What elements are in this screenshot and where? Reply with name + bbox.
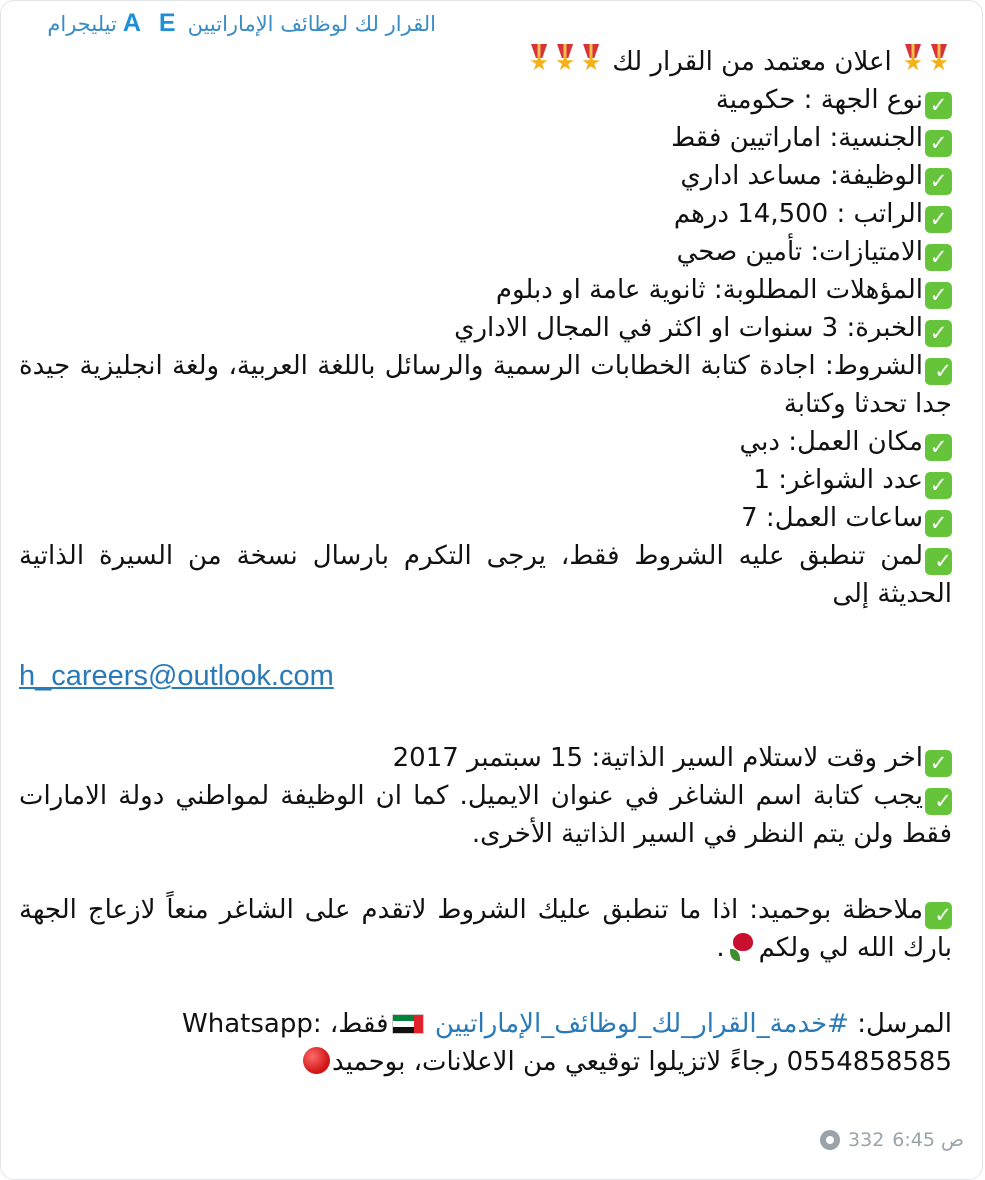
email-link[interactable]: h_careers@outlook.com <box>19 660 334 692</box>
message-meta <box>820 1129 964 1151</box>
spacer <box>19 613 952 651</box>
rose-icon <box>727 931 757 961</box>
medal-icon: ★ <box>902 44 924 78</box>
detail-line: ✓الوظيفة: مساعد اداري <box>19 157 952 195</box>
detail-line: ✓لمن تنطبق عليه الشروط فقط، يرجى التكرم بارسال نسخة من السيرة الذاتية الحديثة إلى <box>19 541 952 609</box>
sender-line: المرسل: #خدمة_القرار_لك_لوظائف_الإماراتيين فقط، :Whatsapp <box>182 1009 952 1039</box>
detail-line: ✓الخبرة: 3 سنوات او اكثر في المجال الاداري <box>19 309 952 347</box>
spacer <box>19 853 952 891</box>
eye-icon <box>820 1130 840 1150</box>
check-icon: ✓ <box>925 206 952 233</box>
medal-icon: ★ <box>528 44 550 78</box>
check-icon: ✓ <box>925 788 952 815</box>
check-icon: ✓ <box>925 510 952 537</box>
detail-line: ✓الشروط: اجادة كتابة الخطابات الرسمية والرسائل باللغة العربية، ولغة انجليزية جيدة جدا تحدثا وكتابة <box>19 351 952 419</box>
check-icon: ✓ <box>925 434 952 461</box>
check-icon: ✓ <box>925 548 952 575</box>
check-icon: ✓ <box>925 320 952 347</box>
detail-line: ✓نوع الجهة : حكومية <box>19 81 952 119</box>
check-icon: ✓ <box>925 282 952 309</box>
message-text <box>19 43 952 1081</box>
channel-name[interactable]: القرار لك لوظائف الإماراتيين <box>187 11 436 36</box>
check-icon: ✓ <box>925 902 952 929</box>
check-icon: ✓ <box>925 130 952 157</box>
detail-line: ✓المؤهلات المطلوبة: ثانوية عامة او دبلوم <box>19 271 952 309</box>
red-circle-icon <box>303 1047 330 1074</box>
check-icon: ✓ <box>925 472 952 499</box>
channel-suffix[interactable]: تيليجرام <box>47 11 117 36</box>
uae-flag-icon <box>392 1014 424 1034</box>
medal-icon: ★ <box>554 44 576 78</box>
channel-header[interactable] <box>47 9 436 38</box>
check-icon: ✓ <box>925 168 952 195</box>
message-time: 6:45 ص <box>892 1129 964 1151</box>
check-icon: ✓ <box>925 358 952 385</box>
detail-line: ✓عدد الشواغر: 1 <box>19 461 952 499</box>
spacer <box>19 701 952 739</box>
subject-note-line: ✓يجب كتابة اسم الشاغر في عنوان الايميل. كما ان الوظيفة لمواطني دولة الامارات فقط ولن يتم النظر في السير الذاتية الأخرى. <box>19 781 952 849</box>
detail-line: ✓مكان العمل: دبي <box>19 423 952 461</box>
check-icon: ✓ <box>925 750 952 777</box>
sender-line-2: 0554858585 رجاءً لاتزيلوا توقيعي من الاعلانات، بوحميد <box>19 1043 952 1081</box>
headline: اعلان معتمد من القرار لك <box>612 47 892 77</box>
remark-line: ✓ملاحظة بوحميد: اذا ما تنطبق عليك الشروط لاتقدم على الشاغر منعاً لازعاج الجهة بارك الله لي ولكم . <box>19 895 952 963</box>
deadline-line: ✓اخر وقت لاستلام السير الذاتية: 15 سبتمبر 2017 <box>19 739 952 777</box>
detail-line: ✓الراتب : 14,500 درهم <box>19 195 952 233</box>
channel-letters[interactable]: A E <box>122 9 182 37</box>
headline-line <box>19 43 952 81</box>
view-count: 332 <box>848 1129 885 1151</box>
medal-icon: ★ <box>928 44 950 78</box>
spacer <box>19 967 952 1005</box>
check-icon: ✓ <box>925 244 952 271</box>
detail-line: ✓ساعات العمل: 7 <box>19 499 952 537</box>
medal-icon: ★ <box>580 44 602 78</box>
detail-line: ✓الامتيازات: تأمين صحي <box>19 233 952 271</box>
detail-line: ✓الجنسية: اماراتيين فقط <box>19 119 952 157</box>
check-icon: ✓ <box>925 92 952 119</box>
hashtag-link[interactable]: #خدمة_القرار_لك_لوظائف_الإماراتيين <box>434 1009 849 1039</box>
